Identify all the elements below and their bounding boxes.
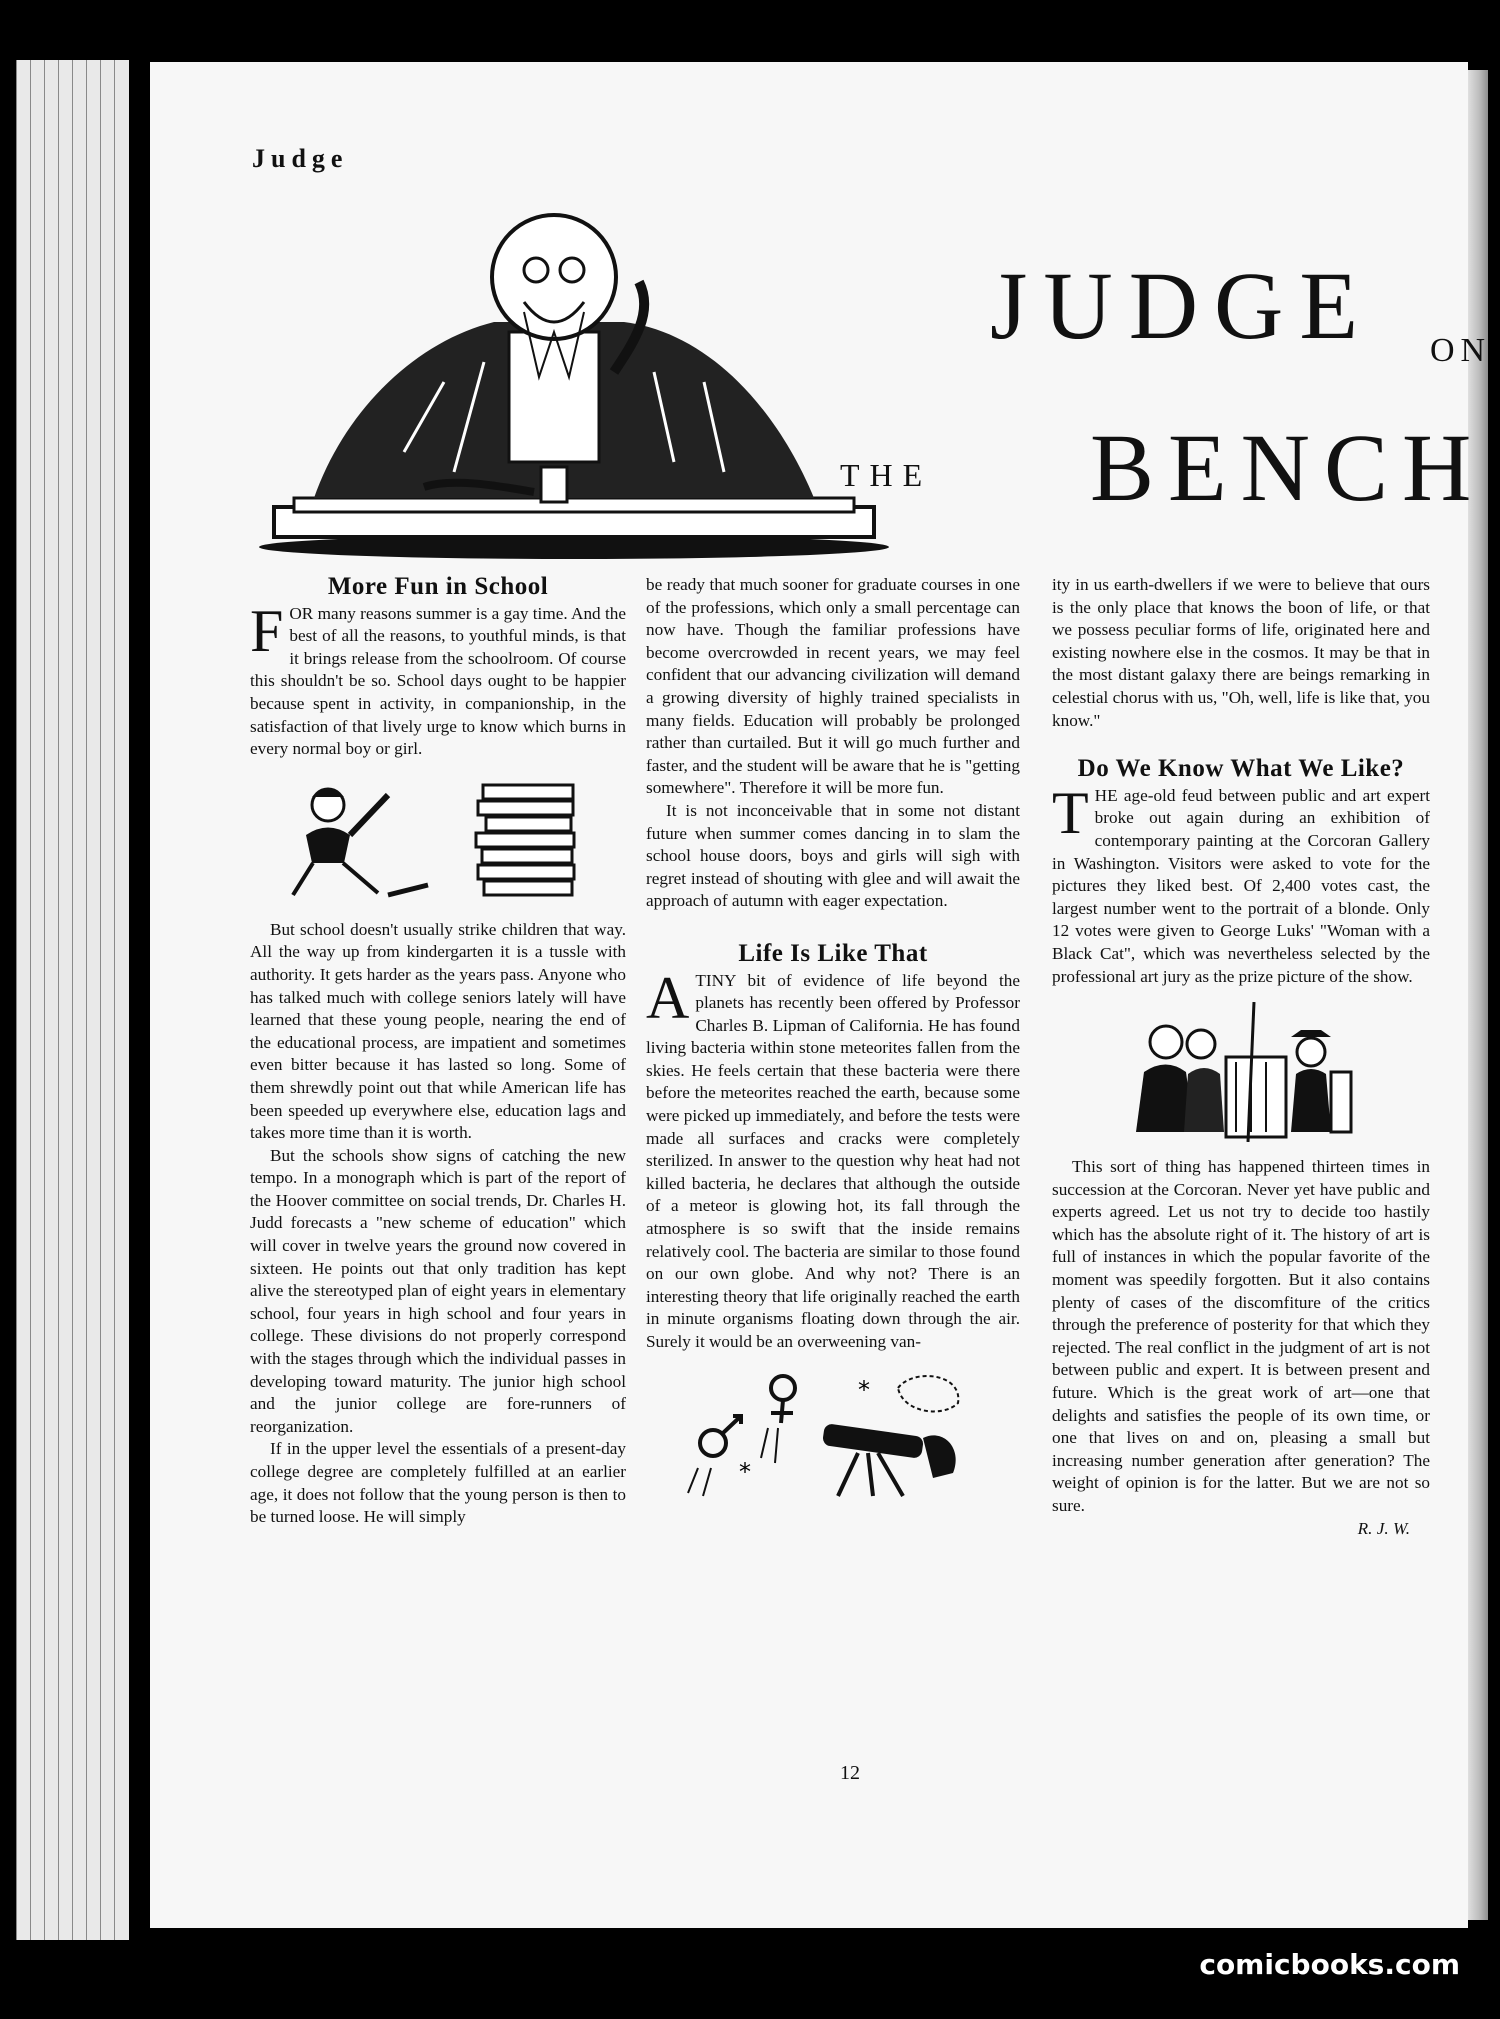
schoolgirl-books-icon [278, 775, 598, 905]
art-gallery-icon [1126, 1002, 1356, 1142]
school-para-4: If in the upper level the essentials of a present-day college degree are completely fulfilled at an earlier age, it does not follow that the young person is then to be turned loose. He will simply [250, 1439, 626, 1527]
svg-text:*: * [858, 1375, 870, 1404]
dropcap: T [1052, 779, 1089, 846]
art-para-2: This sort of thing has happened thirteen times in succession at the Corcoran. Never yet have public and experts agreed. Let us not try to decide too hastily which has the absolute right of it. The history of art is full of instances in which the popular favorite of the moment was speedily forgotten. But it also contains plenty of cases of the discomfiture of the critics through the preference of posterity for that which they rejected. The real conflict in the judgment of art is not between public and expert. It is between present and future. Which is the great work of art—one that delights and satisfies the people of its own time, or one that lives on and on, pleasing a small but increasing number generation after generation? The weight of opinion is for the latter. But we are not so sure. [1052, 1157, 1430, 1515]
title-on: ON [1430, 332, 1492, 369]
svg-text:*: * [739, 1457, 751, 1486]
heading-life-is-like-that: Life Is Like That [738, 939, 928, 967]
watermark: comicbooks.com [1199, 1948, 1460, 1981]
heading-do-we-know-what-we-like: Do We Know What We Like? [1077, 755, 1405, 783]
life-para-1: ATINY bit of evidence of life beyond the planets has recently been offered by Professor Charles B. Lipman of California. He has found living bacteria within stone meteorites fallen from the skies. He feels certain that these bacteria were there before the meteorites reached the earth, because some were picked up immediately, and before the tests were made all surfaces and cracks were completely sterilized. In answer to the question why heat had not killed bacteria, he declares that although the outside of a meteor is glowing hot, its fall through the atmosphere is so swift that the inside remains relatively cool. The bacteria are similar to those found on our own globe. And why not? There is an interesting theory that life originally reached the earth in minute organisms floating down through the air. Surely it would be an overweening van- [646, 964, 1020, 1351]
title-judge: JUDGE [990, 252, 1374, 359]
school-para-1: FOR many reasons summer is a gay time. And the best of all the reasons, to youthful minds, is that it brings release from the schoolroom. Of course this shouldn't be so. School days ought to be happier because spent in activity, in companionship, in the satisfaction of that lively urge to know which burns in every normal boy or girl. [250, 597, 626, 759]
life-para-2: ity in us earth-dwellers if we were to believe that ours is the only place that knows the boon of life, or that we possess peculiar forms of life, originated here and existing nowhere else in the cosmos. It may be that in the most distant galaxy there are beings remarking in celestial chorus with us, "Oh, well, life is like that, you know." [1052, 575, 1430, 730]
magazine-page [150, 62, 1492, 1928]
judge-caricature-icon [254, 202, 894, 562]
column-2 [646, 574, 1020, 1512]
column-3 [1052, 574, 1430, 1540]
meteor-telescope-icon [673, 1368, 993, 1498]
dropcap: A [646, 964, 690, 1031]
book-page-edges [16, 60, 156, 1940]
art-para-1: THE age-old feud between public and art expert broke out again during an exhibition of contemporary painting at the Corcoran Gallery in Washington. Visitors were asked to vote for the pictures they liked best. Of 2,400 votes cast, the largest number went to the portrait of a blonde. Only 12 votes were given to George Luks' "Woman with a Black Cat", which was nevertheless selected by the professional art jury as the prize picture of the show. [1052, 779, 1430, 986]
heading-more-fun-in-school: More Fun in School [327, 573, 549, 600]
school-para-3: But the schools show signs of catching the new tempo. In a monograph which is part of the report of the Hoover committee on social trends, Dr. Charles H. Judd forecasts a "new scheme of education" which will cover in twelve years the ground now covered in sixteen. He points out that only tradition has kept alive the stereotyped plan of eight years in elementary school, four years in high school and four years in college. These divisions do not properly correspond with the stages through which the individual passes in developing toward maturity. The junior high school and the junior college are fore-runners of reorganization. [250, 1145, 626, 1436]
title-the: THE [840, 457, 933, 493]
page-number: 12 [840, 1762, 860, 1784]
school-para-5: be ready that much sooner for graduate courses in one of the professions, which only a small percentage can now have. Though the familiar professions have become overcrowded in recent years, we may feel confident that our advancing civilization will demand a growing diversity of highly trained specialists in many fields. Education will probably be prolonged rather than curtailed. But it will go much further and faster, and the student will be aware that he is "getting somewhere". Therefore it will be more fun. [646, 575, 1020, 798]
page-title [840, 232, 1500, 562]
title-bench: BENCH [1090, 414, 1486, 521]
school-para-2: But school doesn't usually strike children that way. All the way up from kindergarten it is a tussle with authority. It gets harder as the years pass. Anyone who has talked much with college seniors lately will have learned that these young people, nearing the end of the educational process, are impatient and sometimes even bitter because it has lasted so long. Some of them shrewdly point out that while American life has been speeded up everywhere else, education lags and takes more time than it is worth. [250, 919, 626, 1143]
running-head: Judge [252, 144, 349, 173]
school-para-6: It is not inconceivable that in some not distant future when summer comes dancing in to slam the school house doors, boys and girls will sigh with regret instead of shouting with glee and will await the approach of autumn with eager expectation. [646, 800, 1020, 911]
author-signature: R. J. W. [1357, 1518, 1410, 1538]
dropcap: F [250, 597, 284, 664]
column-1 [250, 573, 626, 1529]
